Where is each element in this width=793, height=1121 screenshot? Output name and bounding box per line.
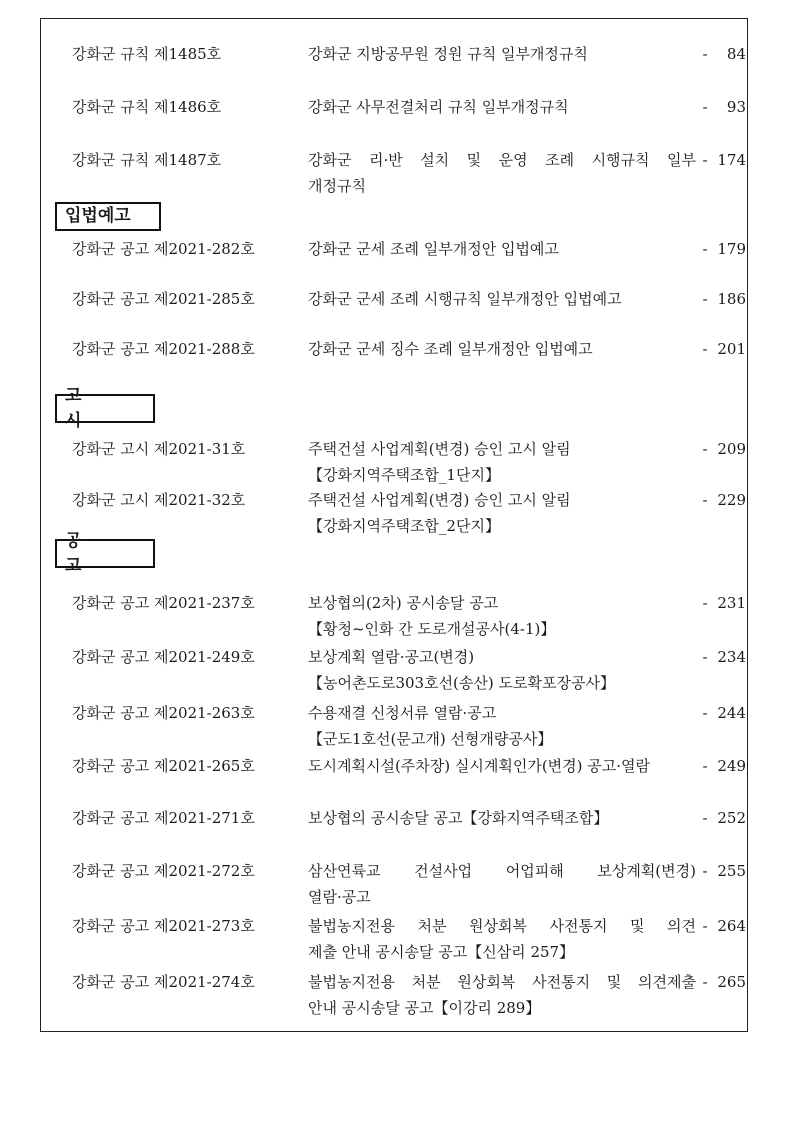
page-number: 174 [717,151,746,169]
page-number: 234 [717,648,746,666]
entry-title [308,858,696,910]
entry-title-line: 삼산연륙교 건설사업 어업피해 보상계획(변경) [308,862,696,880]
leader-dash: - [702,809,708,827]
leader-dash: - [702,757,708,775]
entry-title [308,436,696,488]
entry-title [308,41,696,67]
entry-title [308,805,696,831]
section-label: 고시 [65,385,126,431]
entry-number: 강화군 공고 제2021-237호 [72,594,255,612]
entry-number: 강화군 규칙 제1485호 [72,45,222,63]
leader-dash: - [702,45,708,63]
entry-title-line: 개정규칙 [308,177,366,195]
leader-dash: - [702,440,708,458]
entry-number: 강화군 고시 제2021-31호 [72,440,246,458]
leader-dash: - [702,240,708,258]
entry-number: 강화군 공고 제2021-285호 [72,290,255,308]
page-number: 265 [717,973,746,991]
entry-title-line: 보상협의 공시송달 공고【강화지역주택조합】 [308,809,609,827]
entry-title-line: 강화군 군세 징수 조례 일부개정안 입법예고 [308,340,593,358]
section-header-notification [55,385,155,431]
page-number: 179 [717,240,746,258]
entry-number: 강화군 공고 제2021-272호 [72,862,255,880]
entry-number: 강화군 공고 제2021-288호 [72,340,255,358]
entry-title-line: 수용재결 신청서류 열람·공고 [308,704,497,722]
entry-number: 강화군 공고 제2021-263호 [72,704,255,722]
leader-dash: - [702,491,708,509]
section-label: 공고 [65,530,126,576]
page-number: 209 [717,440,746,458]
entry-title-line: 【황청~인화 간 도로개설공사(4-1)】 [308,620,556,638]
page-number: 255 [717,862,746,880]
leader-dash: - [702,340,708,358]
entry-number: 강화군 공고 제2021-274호 [72,973,255,991]
entry-title [308,336,696,362]
section-header-legislative-notice [55,202,161,231]
section-header-announcement [55,530,155,576]
entry-title-line: 제출 안내 공시송달 공고【신삼리 257】 [308,943,575,961]
page-number: 264 [717,917,746,935]
entry-title [308,286,696,312]
page-number: 93 [726,98,746,116]
entry-title-line: 도시계획시설(주차장) 실시계획인가(변경) 공고·열람 [308,757,651,775]
entry-title-line: 강화군 지방공무원 정원 규칙 일부개정규칙 [308,45,588,63]
entry-title-line: 불법농지전용 처분 원상회복 사전통지 및 의견제출 [308,973,696,991]
entry-title-line: 【강화지역주택조합_1단지】 [308,466,500,484]
entry-title-line: 강화군 리·반 설치 및 운영 조례 시행규칙 일부 [308,151,696,169]
leader-dash: - [702,973,708,991]
page-number: 186 [717,290,746,308]
leader-dash: - [702,594,708,612]
page-number: 249 [717,757,746,775]
entry-title [308,753,696,779]
leader-dash: - [702,151,708,169]
page-number: 201 [717,340,746,358]
entry-title [308,487,696,539]
entry-number: 강화군 공고 제2021-265호 [72,757,255,775]
entry-title-line: 강화군 사무전결처리 규칙 일부개정규칙 [308,98,569,116]
entry-title-line: 【농어촌도로303호선(송산) 도로확포장공사】 [308,674,615,692]
entry-title-line: 보상협의(2차) 공시송달 공고 [308,594,499,612]
page-number: 252 [717,809,746,827]
entry-title-line: 주택건설 사업계획(변경) 승인 고시 알림 [308,491,571,509]
entry-title [308,94,696,120]
leader-dash: - [702,648,708,666]
entry-number: 강화군 공고 제2021-249호 [72,648,255,666]
entry-title-line: 안내 공시송달 공고【이강리 289】 [308,999,541,1017]
entry-number: 강화군 공고 제2021-271호 [72,809,255,827]
entry-title-line: 불법농지전용 처분 원상회복 사전통지 및 의견 [308,917,696,935]
entry-title-line: 주택건설 사업계획(변경) 승인 고시 알림 [308,440,571,458]
page-number: 84 [726,45,746,63]
entry-title-line: 보상계획 열람·공고(변경) [308,648,475,666]
leader-dash: - [702,98,708,116]
entry-title-line: 열람·공고 [308,888,371,906]
entry-number: 강화군 공고 제2021-273호 [72,917,255,935]
leader-dash: - [702,290,708,308]
leader-dash: - [702,862,708,880]
leader-dash: - [702,704,708,722]
entry-title [308,913,696,965]
entry-title [308,236,696,262]
page-number: 244 [717,704,746,722]
section-label: 입법예고 [65,206,131,226]
page-number: 229 [717,491,746,509]
entry-title [308,590,696,642]
entry-number: 강화군 규칙 제1486호 [72,98,222,116]
entry-title [308,969,696,1021]
entry-title [308,700,696,752]
entry-title [308,147,696,199]
entry-number: 강화군 공고 제2021-282호 [72,240,255,258]
entry-number: 강화군 고시 제2021-32호 [72,491,246,509]
entry-title-line: 강화군 군세 조례 일부개정안 입법예고 [308,240,559,258]
entry-title-line: 【강화지역주택조합_2단지】 [308,517,500,535]
entry-title [308,644,696,696]
entry-number: 강화군 규칙 제1487호 [72,151,222,169]
entry-title-line: 【군도1호선(문고개) 선형개량공사】 [308,730,553,748]
page-number: 231 [717,594,746,612]
leader-dash: - [702,917,708,935]
entry-title-line: 강화군 군세 조례 시행규칙 일부개정안 입법예고 [308,290,622,308]
